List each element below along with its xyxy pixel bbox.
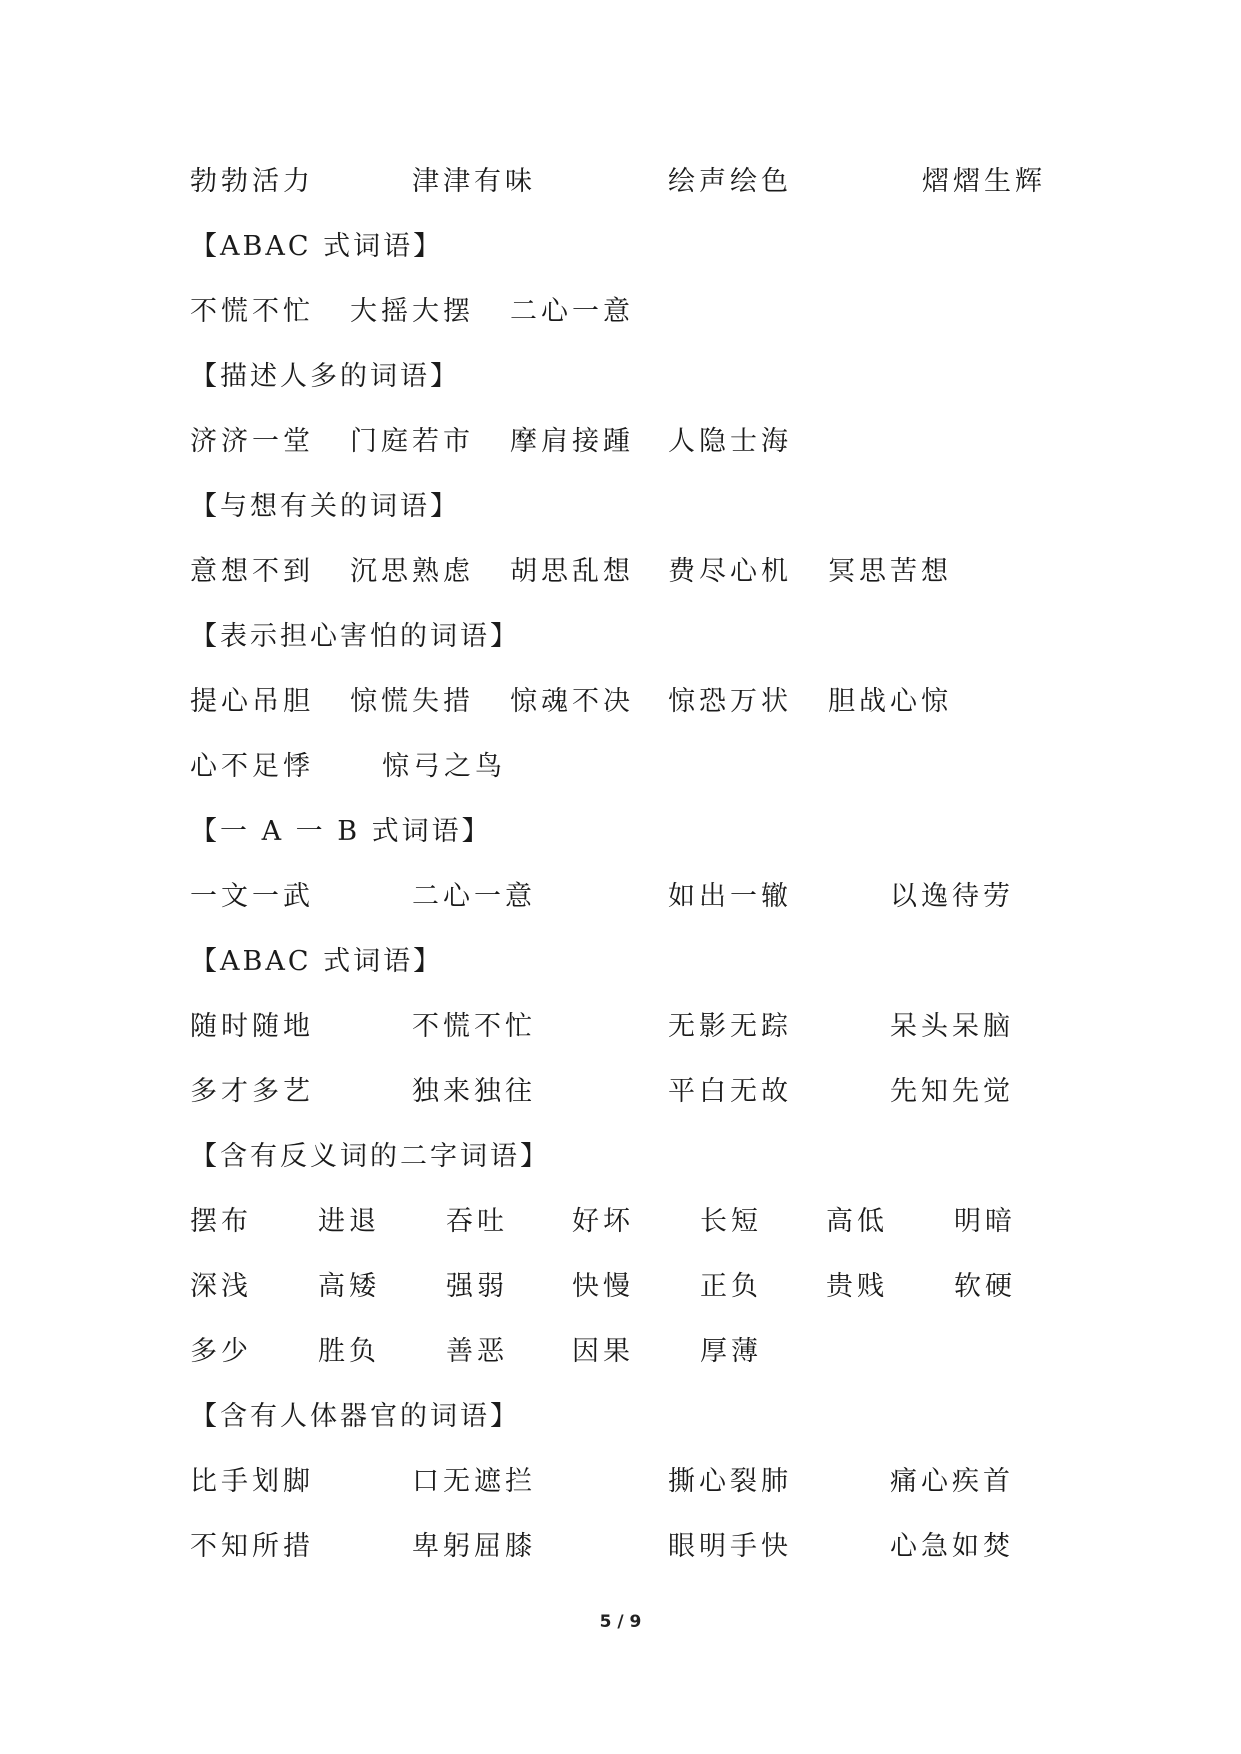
- word-row: [0, 747, 1241, 787]
- word: 心急如焚: [890, 1531, 1014, 1562]
- section-heading: 【含有反义词的二字词语】: [190, 1141, 550, 1172]
- word: 惊魂不决: [510, 686, 634, 717]
- word: 独来独往: [412, 1076, 536, 1107]
- word: 惊慌失措: [350, 686, 474, 717]
- word: 眼明手快: [668, 1531, 792, 1562]
- word-row: [0, 1462, 1241, 1502]
- section-heading: 【ABAC 式词语】: [190, 946, 444, 977]
- page-number: 5 / 9: [599, 1612, 642, 1632]
- section-heading: 【表示担心害怕的词语】: [190, 621, 520, 652]
- word: 贵贱: [826, 1271, 888, 1302]
- word: 长短: [700, 1206, 762, 1237]
- word: 人隐士海: [668, 426, 792, 457]
- word: 熠熠生辉: [922, 166, 1046, 197]
- word: 胆战心惊: [828, 686, 952, 717]
- word: 先知先觉: [890, 1076, 1014, 1107]
- section-heading: 【描述人多的词语】: [190, 361, 460, 392]
- word: 二心一意: [510, 296, 634, 327]
- word: 摆布: [190, 1206, 252, 1237]
- word: 深浅: [190, 1271, 252, 1302]
- word: 提心吊胆: [190, 686, 314, 717]
- word: 绘声绘色: [668, 166, 792, 197]
- word: 济济一堂: [190, 426, 314, 457]
- section-heading: 【ABAC 式词语】: [190, 231, 444, 262]
- section-heading: 【含有人体器官的词语】: [190, 1401, 520, 1432]
- word: 勃勃活力: [190, 166, 314, 197]
- word-row: [0, 1202, 1241, 1242]
- word: 意想不到: [190, 556, 314, 587]
- word: 以逸待劳: [890, 881, 1014, 912]
- word-row: [0, 1267, 1241, 1307]
- word: 如出一辙: [668, 881, 792, 912]
- word: 门庭若市: [350, 426, 474, 457]
- word: 胡思乱想: [510, 556, 634, 587]
- word-row: [0, 877, 1241, 917]
- word: 摩肩接踵: [510, 426, 634, 457]
- word: 强弱: [446, 1271, 508, 1302]
- word: 多少: [190, 1336, 252, 1367]
- word: 津津有味: [412, 166, 536, 197]
- word: 快慢: [572, 1271, 634, 1302]
- word: 惊弓之鸟: [382, 751, 506, 782]
- word-row: [0, 1332, 1241, 1372]
- word: 痛心疾首: [890, 1466, 1014, 1497]
- word: 费尽心机: [668, 556, 792, 587]
- word: 比手划脚: [190, 1466, 314, 1497]
- word: 冥思苦想: [828, 556, 952, 587]
- word: 无影无踪: [668, 1011, 792, 1042]
- word-row: [0, 682, 1241, 722]
- word: 沉思熟虑: [350, 556, 474, 587]
- word: 不慌不忙: [412, 1011, 536, 1042]
- word-row: [0, 1527, 1241, 1567]
- section-heading: 【与想有关的词语】: [190, 491, 460, 522]
- word: 明暗: [954, 1206, 1016, 1237]
- word-row: [0, 1007, 1241, 1047]
- word-row: [0, 422, 1241, 462]
- word: 随时随地: [190, 1011, 314, 1042]
- word: 厚薄: [700, 1336, 762, 1367]
- word: 口无遮拦: [412, 1466, 536, 1497]
- word: 撕心裂肺: [668, 1466, 792, 1497]
- word: 进退: [318, 1206, 380, 1237]
- word: 多才多艺: [190, 1076, 314, 1107]
- word: 卑躬屈膝: [412, 1531, 536, 1562]
- word-row: [0, 1072, 1241, 1112]
- word: 不慌不忙: [190, 296, 314, 327]
- word: 吞吐: [446, 1206, 508, 1237]
- word: 善恶: [446, 1336, 508, 1367]
- word: 高矮: [318, 1271, 380, 1302]
- word-row: [0, 162, 1241, 202]
- word-row: [0, 552, 1241, 592]
- word: 高低: [826, 1206, 888, 1237]
- section-heading: 【一 A 一 B 式词语】: [190, 816, 492, 847]
- word: 正负: [700, 1271, 762, 1302]
- word: 大摇大摆: [350, 296, 474, 327]
- word: 不知所措: [190, 1531, 314, 1562]
- word: 惊恐万状: [668, 686, 792, 717]
- word: 平白无故: [668, 1076, 792, 1107]
- word: 因果: [572, 1336, 634, 1367]
- word: 软硬: [954, 1271, 1016, 1302]
- word-row: [0, 292, 1241, 332]
- word: 二心一意: [412, 881, 536, 912]
- word: 心不足悸: [190, 751, 314, 782]
- word: 好坏: [572, 1206, 634, 1237]
- word: 一文一武: [190, 881, 314, 912]
- word: 胜负: [318, 1336, 380, 1367]
- word: 呆头呆脑: [890, 1011, 1014, 1042]
